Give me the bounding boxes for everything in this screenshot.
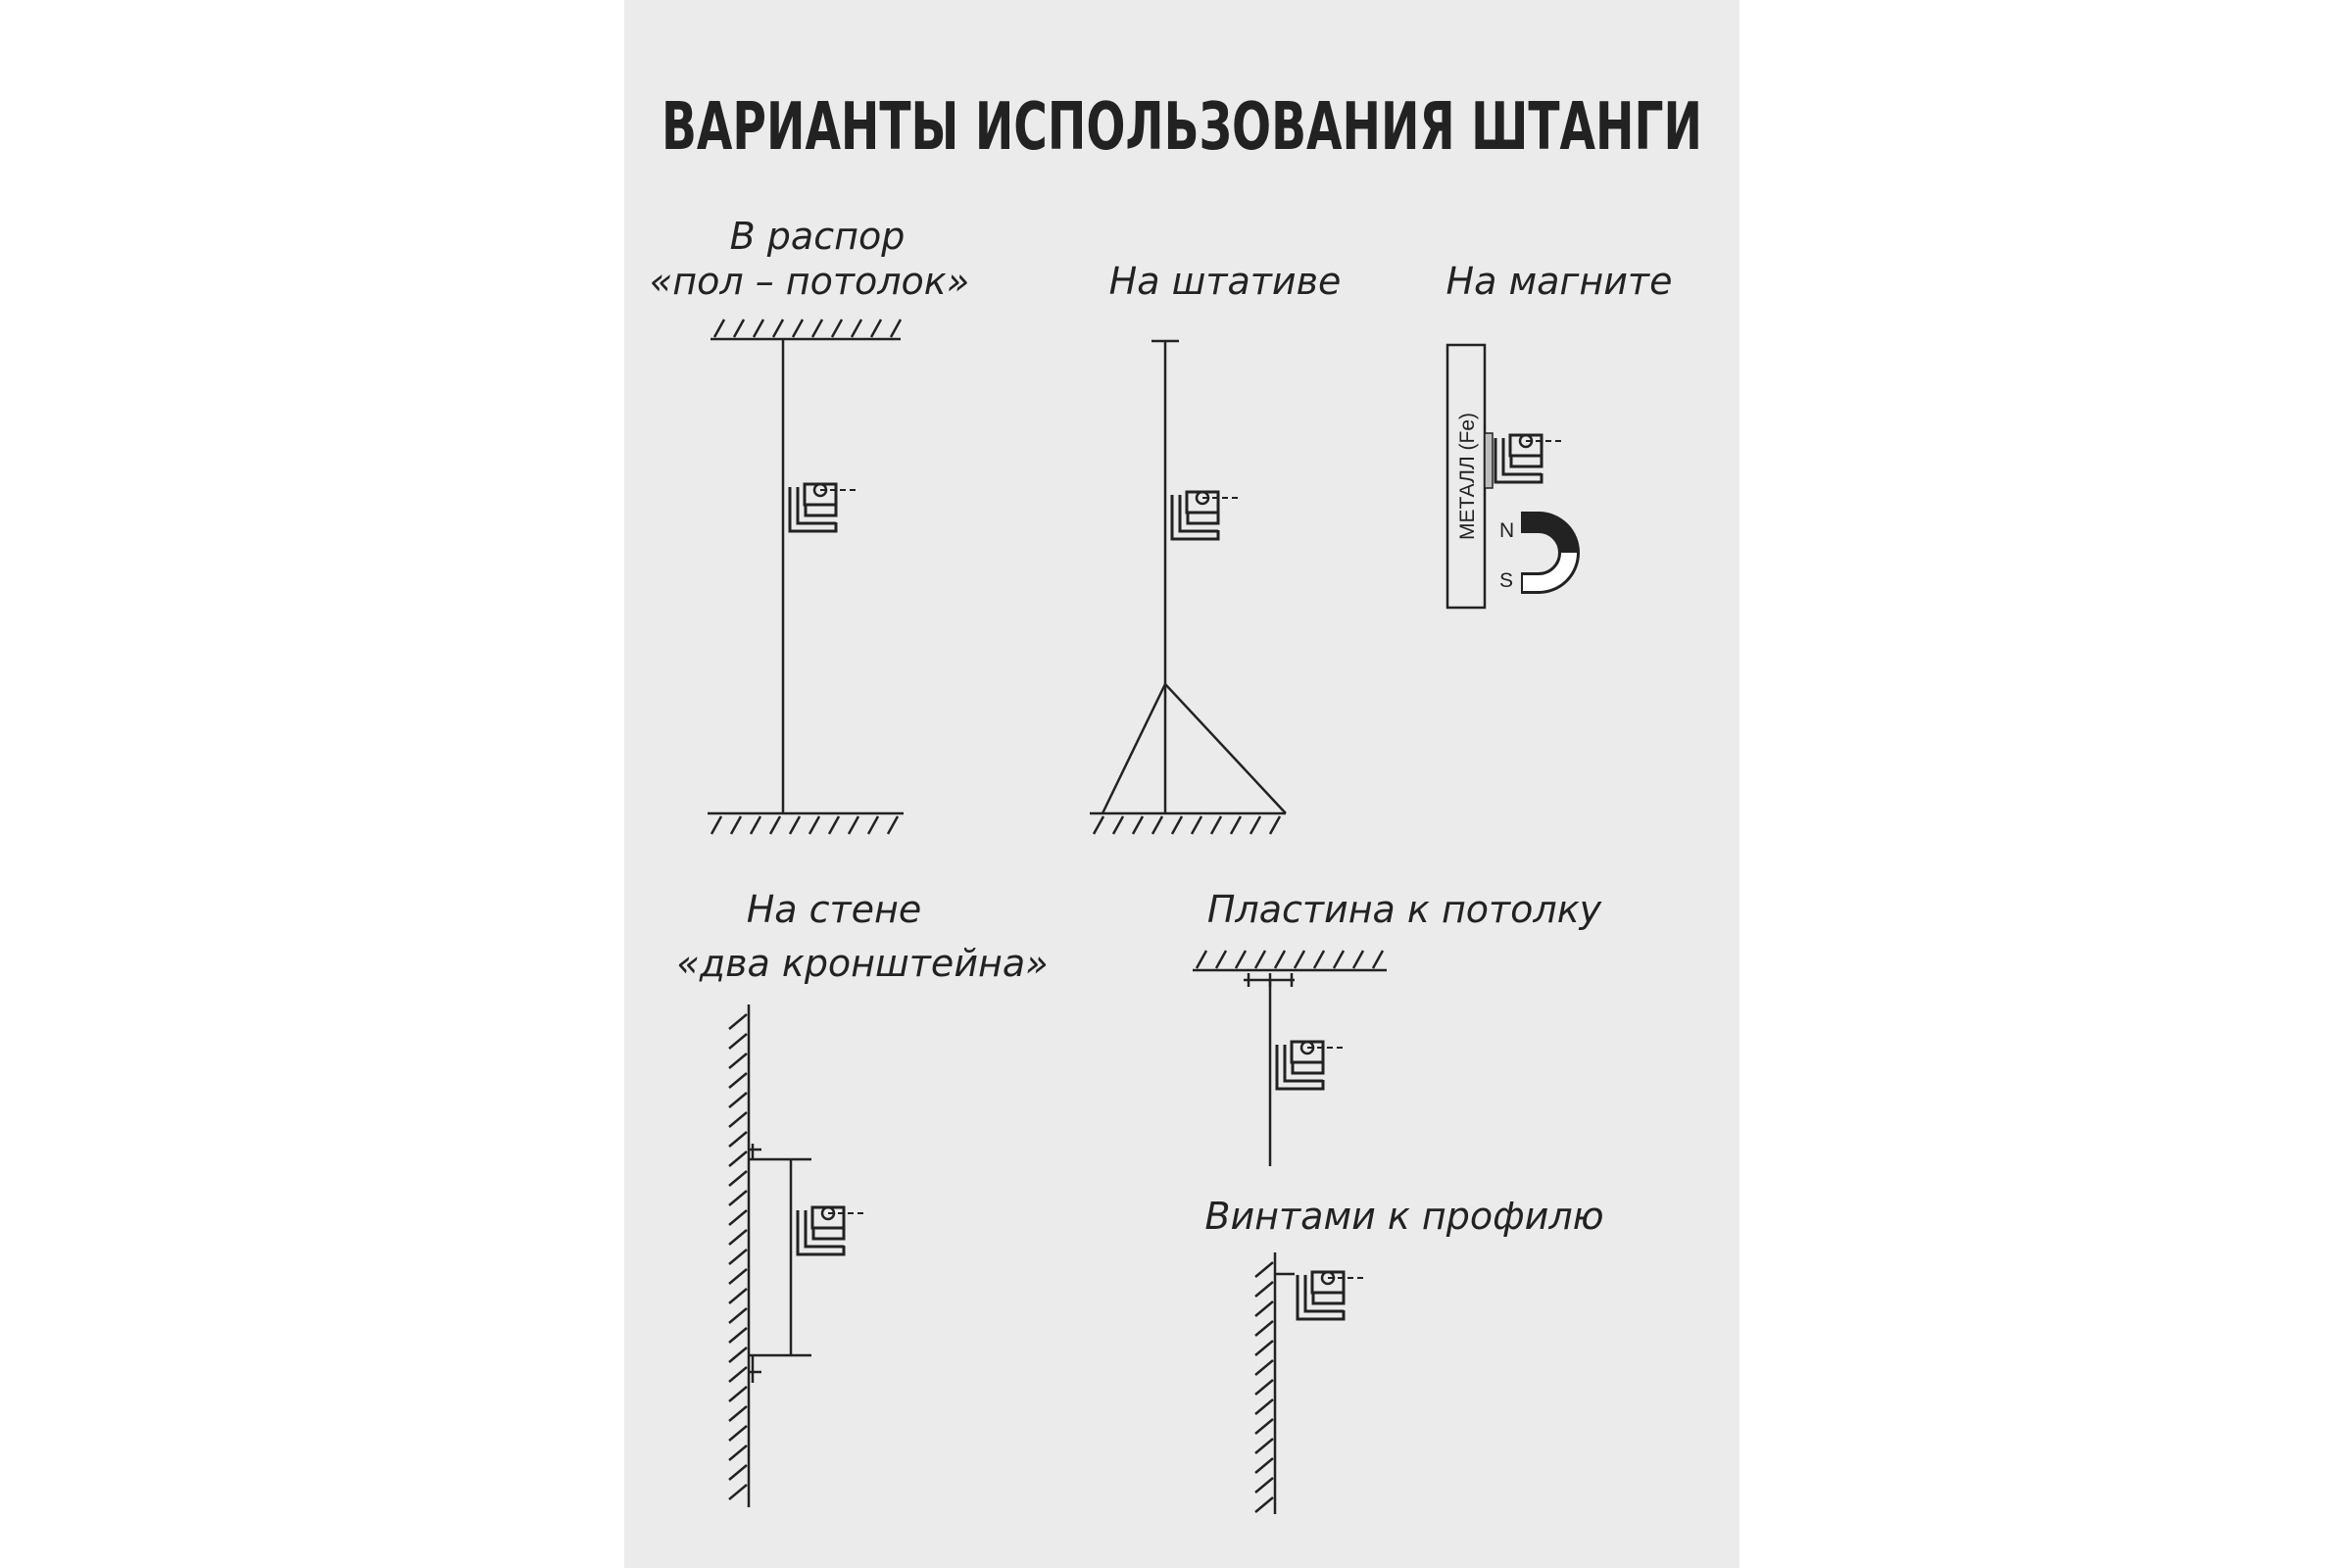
variant-ceiling-plate [1193,888,1602,1166]
tripod-legs [1102,684,1286,813]
magnet-pad [1485,433,1493,488]
horseshoe-magnet-icon [1522,513,1579,593]
floor-hatch [708,813,904,834]
variant-wall-brackets [676,888,1048,1507]
ceiling-hatch [710,319,901,339]
variant-floor-ceiling [650,215,969,834]
diagram-canvas [624,0,1740,1568]
bracket-bottom [749,1355,811,1383]
variant-screws-profile-label: Винтами к профилю [1204,1195,1604,1238]
floor-hatch [1090,813,1286,834]
laser-level-icon [798,1207,865,1254]
variant-wall-label-line1: На стене [746,888,922,931]
variant-floor-ceiling-label-line2: «пол – потолок» [649,260,970,303]
poster [624,0,1740,1568]
profile-hatch [1255,1252,1275,1514]
variant-ceiling-plate-label: Пластина к потолку [1206,888,1602,931]
laser-level-icon [1298,1272,1365,1319]
variant-magnet [1446,260,1673,608]
magnet-pole-s: S [1499,569,1514,592]
bracket-top [749,1144,811,1159]
variant-screws-profile [1204,1195,1603,1514]
magnet-pole-n: N [1499,519,1515,542]
poster-title: ВАРИАНТЫ ИСПОЛЬЗОВАНИЯ ШТАНГИ [662,88,1702,165]
variant-floor-ceiling-label-line1: В распор [729,215,906,258]
metal-plate-label: МЕТАЛЛ (Fe) [1456,413,1479,540]
wall-hatch [729,1004,749,1507]
ceiling-hatch [1193,951,1387,970]
variant-tripod-label: На штативе [1108,260,1342,303]
laser-level-icon [790,484,858,531]
variant-wall-label-line2: «два кронштейна» [676,942,1049,985]
laser-level-icon [1172,492,1240,539]
laser-level-icon [1495,435,1563,482]
variant-tripod [1090,260,1341,834]
variant-magnet-label: На магните [1446,260,1673,303]
laser-level-icon [1277,1042,1345,1089]
